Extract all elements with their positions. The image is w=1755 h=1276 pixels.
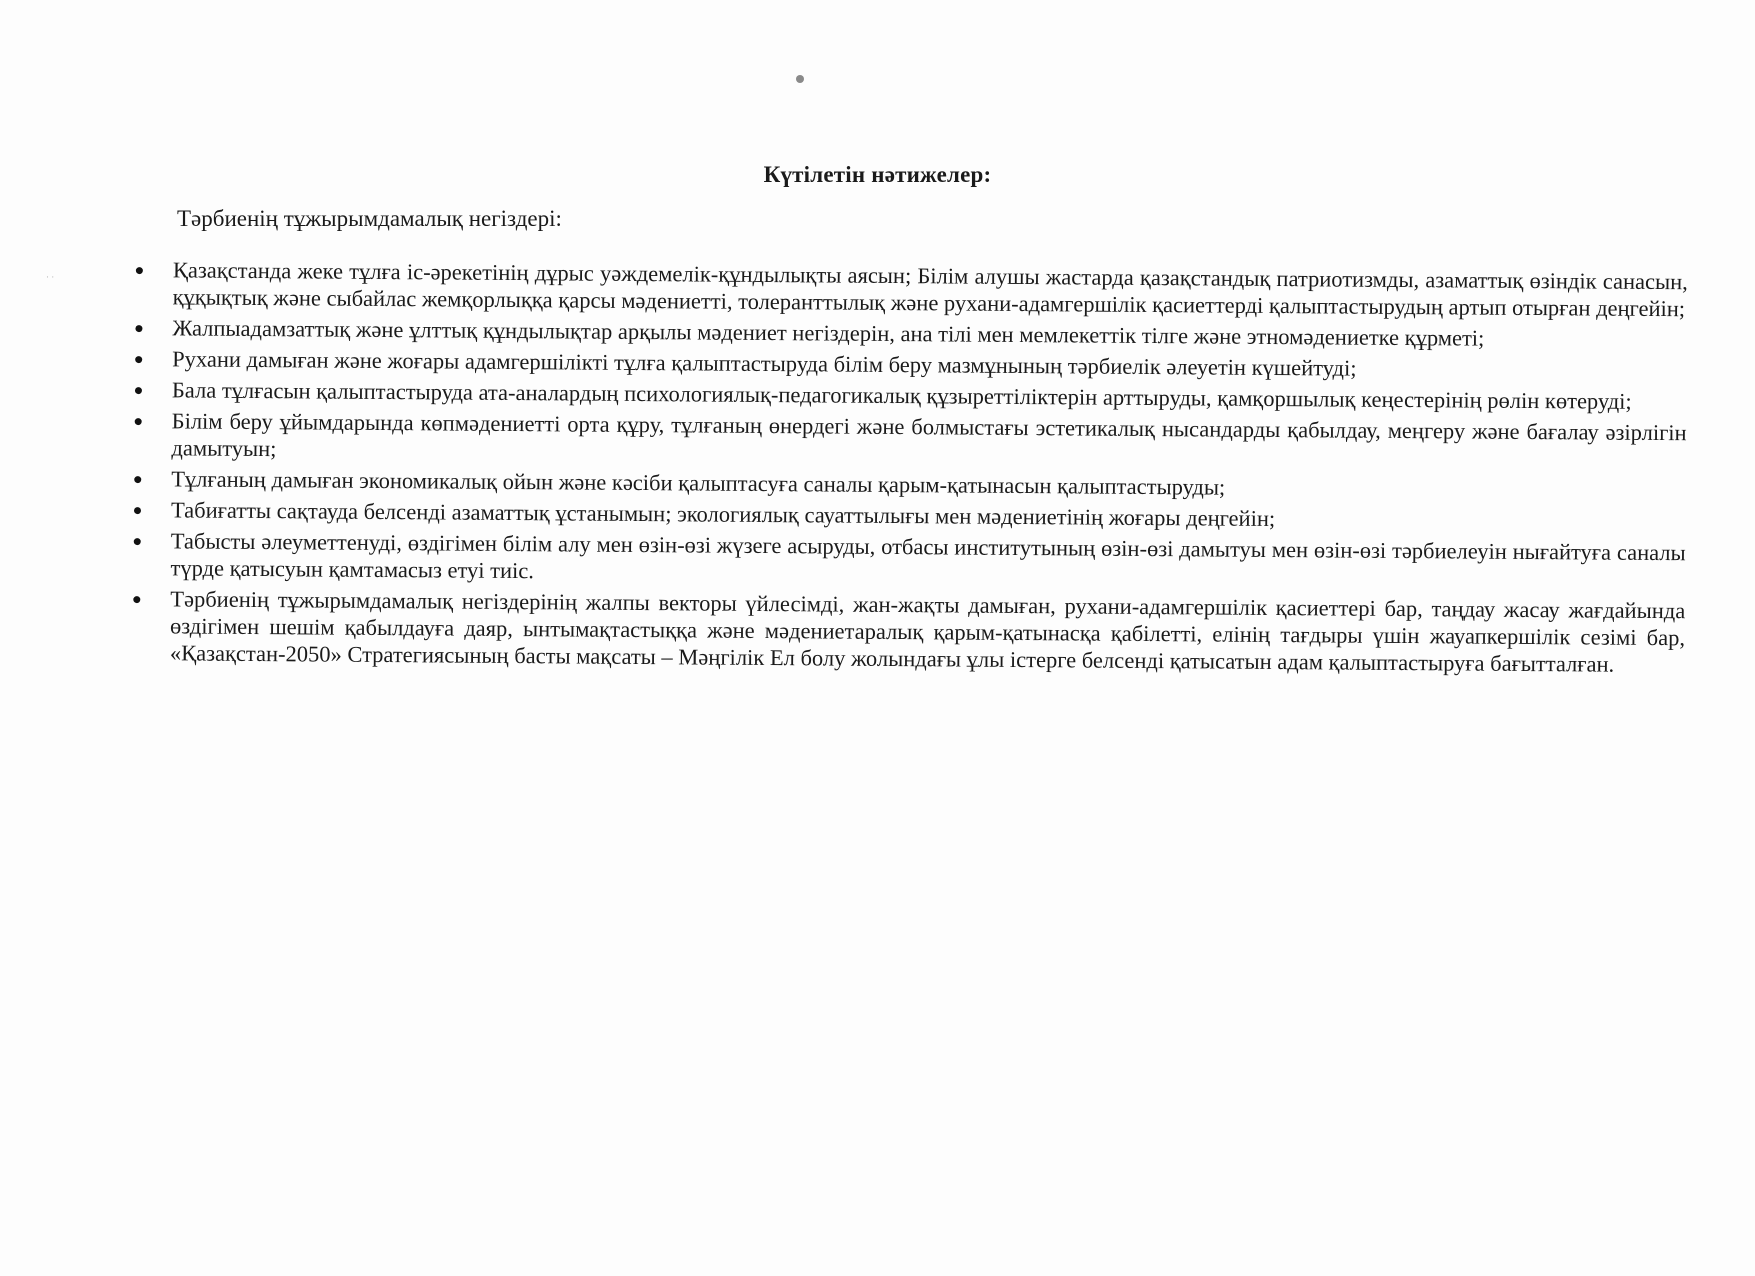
list-item-text: Табысты әлеуметтенуді, өздігімен білім алу мен өзін-өзі жүзеге асыруды, отбасы институтының өзін-өзі дамытуы мен өзін-өзі тәрбиелеуін нығайтуға саналы түрде қатысуын қамтамасыз етуі тиіс. xyxy=(170,528,1686,584)
list-item-text: Табиғатты сақтауда белсенді азаматтық ұстанымын; экологиялық сауаттылығы мен мәдениетінің жоғары деңгейін; xyxy=(170,497,1276,532)
list-item-text: Білім беру ұйымдарында көпмәдениетті орта құру, тұлғаның өнердегі және болмыстағы эстетикалық нысандарды қабылдау, меңгеру және бағалау әзірлігін дамытуын; xyxy=(171,408,1687,462)
bullet-icon xyxy=(134,507,141,514)
bullet-icon xyxy=(133,596,140,603)
bullet-icon xyxy=(134,538,141,545)
page-title: Күтілетін нәтижелер: xyxy=(763,162,992,187)
list-item-text: Рухани дамыған және жоғары адамгершілікті тұлға қалыптастыруда білім беру мазмұнының тәрбиелік әлеуетін күшейтуді; xyxy=(172,346,1357,381)
intro-text: Тәрбиенің тұжырымдамалық негіздері: xyxy=(177,206,562,231)
bullet-icon xyxy=(135,325,142,332)
bullet-icon xyxy=(134,476,141,483)
list-item xyxy=(128,256,1688,322)
margin-mark: · · xyxy=(46,272,55,282)
list-item-text: Жалпыадамзаттық және ұлттық құндылықтар арқылы мәдениет негіздерін, ана тілі мен мемлекеттік тілге және этномәдениетке құрметі; xyxy=(172,315,1485,351)
bullet-icon xyxy=(135,356,142,363)
list-item-text: Бала тұлғасын қалыптастыруда ата-аналардың психологиялық-педагогикалық құзыреттіліктерін арттыруды, қамқоршылық кеңестерінің рөлін көтеруді; xyxy=(171,377,1632,414)
bullet-icon xyxy=(135,387,142,394)
list-item xyxy=(125,585,1686,678)
list-item xyxy=(126,407,1686,473)
list-item xyxy=(125,527,1685,593)
list-item-text: Қазақстанда жеке тұлға іс-әрекетінің дұрыс уәждемелік-құндылықты аясын; Білім алушы жастарда қазақстандық патриотизмды, азаматтық өзіндік санасын, құқықтық және сыбайлас жемқорлыққа қарсы мәдениетті, толеранттылық және рухани-адамгершілік қасиеттерді қалыптастырудың артып отырған деңгейін; xyxy=(172,257,1688,322)
outcomes-list xyxy=(125,256,1688,682)
list-item-text: Тұлғаның дамыған экономикалық ойын және кәсіби қалыптасуға саналы қарым-қатынасын қалыптастыруды; xyxy=(171,466,1226,500)
bullet-icon xyxy=(136,267,143,274)
list-item-text: Тәрбиенің тұжырымдамалық негіздерінің жалпы векторы үйлесімді, жан-жақты дамыған, рухани-адамгершілік қасиеттері бар, таңдау жасау жағдайында өздігімен шешім қабылдауға даяр, ынтымақтастыққа және мәдениетаралық қарым-қатынасқа қабілетті, елінің тағдыры үшін жауапкершілік сезімі бар, «Қазақстан-2050» Стратегиясының басты мақсаты – Мәңгілік Ел болу жолындағы ұлы істерге белсенді қатысатын адам қалыптастыруға бағытталған. xyxy=(169,586,1686,677)
scan-speck xyxy=(796,75,804,83)
bullet-icon xyxy=(135,418,142,425)
